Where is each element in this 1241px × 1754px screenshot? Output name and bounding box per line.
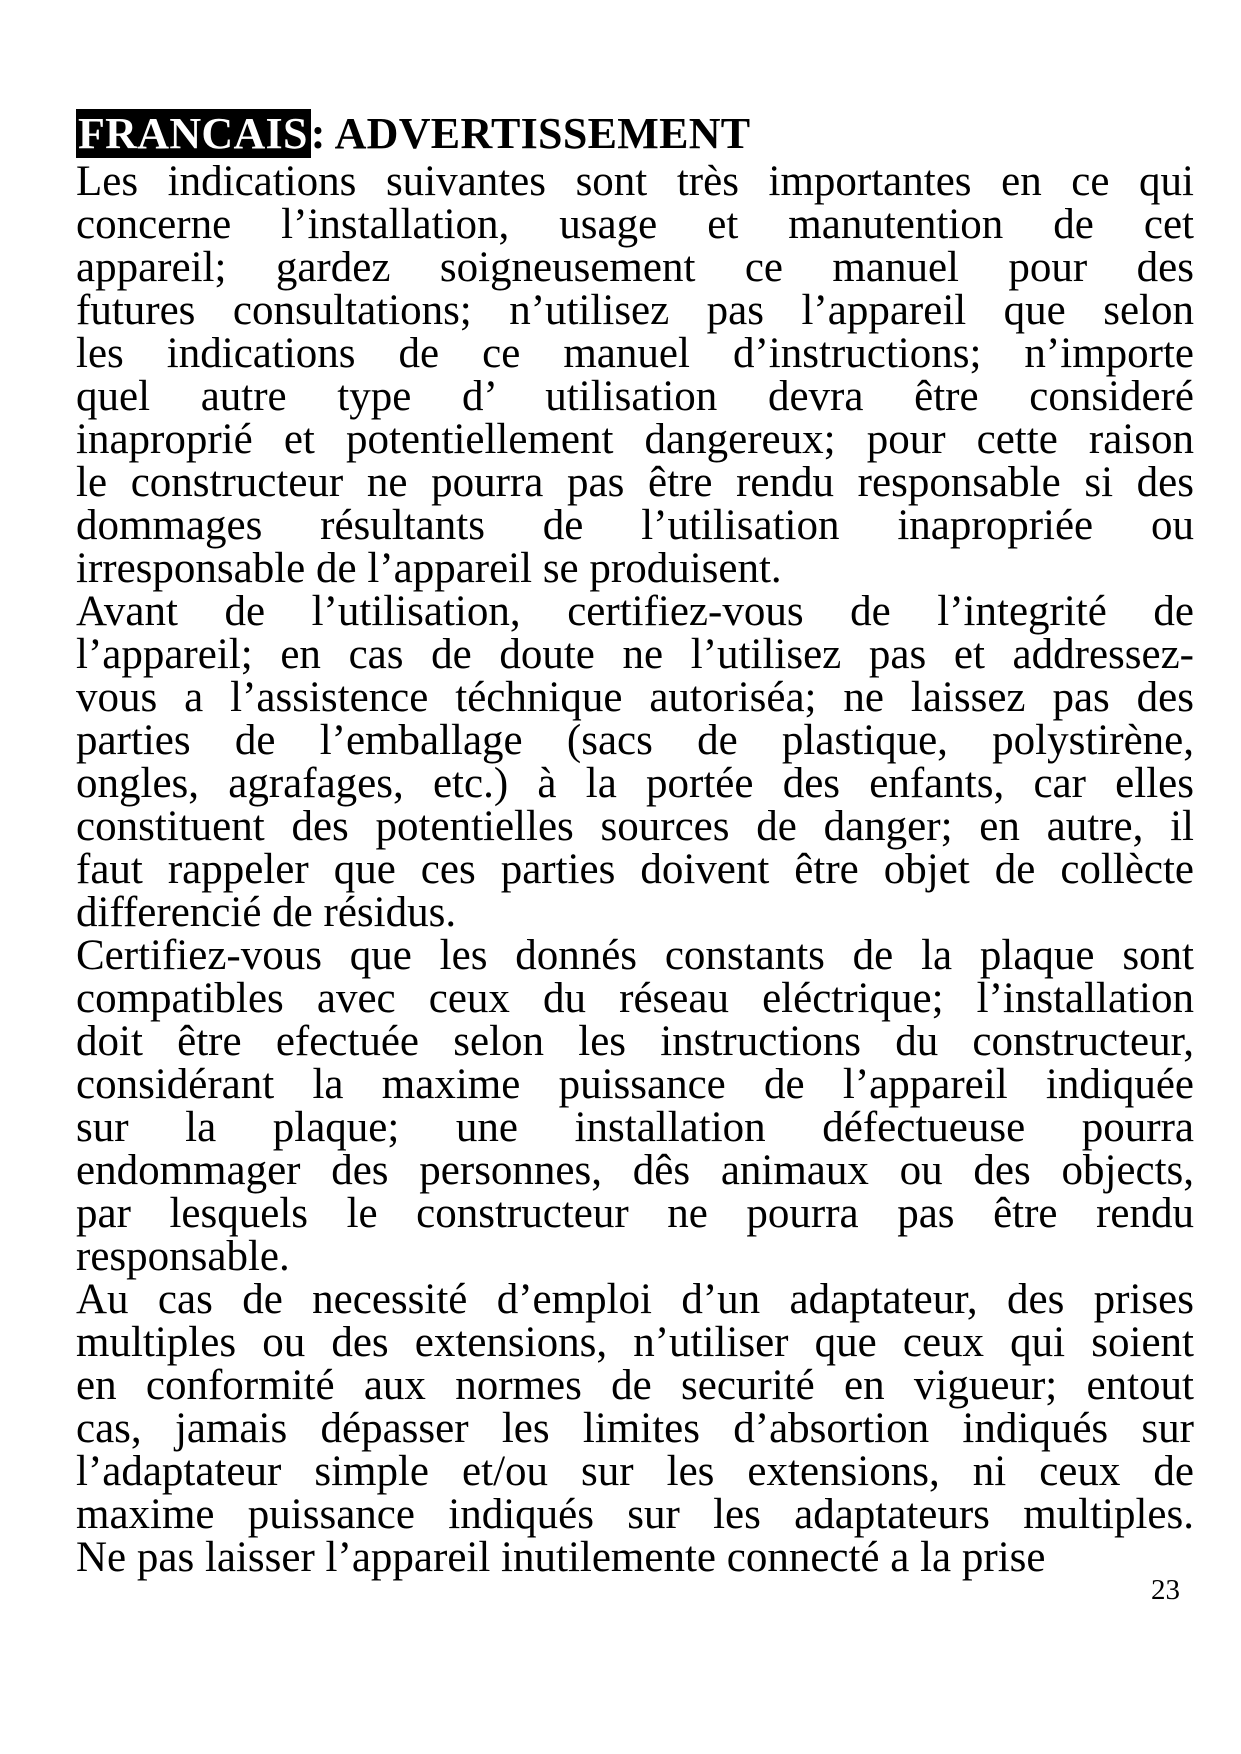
text-line: responsable. [76, 1233, 290, 1280]
text-line: l’adaptateur simple et/ou sur les extensions, ni ceux de [76, 1448, 1194, 1495]
text-line: multiples ou des extensions, n’utiliser que ceux qui soient [76, 1319, 1194, 1366]
text-line: faut rappeler que ces parties doivent être objet de collècte [76, 846, 1194, 893]
page-number: 23 [1151, 1574, 1180, 1606]
text-line: sur la plaque; une installation défectueuse pourra [76, 1104, 1194, 1151]
text-line: appareil; gardez soigneusement ce manuel pour des [76, 244, 1194, 291]
text-line: irresponsable de l’appareil se produisent. [76, 545, 782, 592]
body-text [76, 160, 1194, 1579]
text-line: maxime puissance indiqués sur les adaptateurs multiples. [76, 1491, 1194, 1538]
text-line: considérant la maxime puissance de l’appareil indiquée [76, 1061, 1194, 1108]
text-line: Ne pas laisser l’appareil inutilemente connecté a la prise [76, 1534, 1046, 1581]
text-line: compatibles avec ceux du réseau eléctrique; l’installation [76, 975, 1194, 1022]
text-line: le constructeur ne pourra pas être rendu responsable si des [76, 459, 1194, 506]
page-content [76, 108, 1194, 1579]
text-line: vous a l’assistence téchnique autoriséa; ne laissez pas des [76, 674, 1194, 721]
text-line: inaproprié et potentiellement dangereux; pour cette raison [76, 416, 1194, 463]
text-line: l’appareil; en cas de doute ne l’utilisez pas et addressez- [76, 631, 1194, 678]
text-line: les indications de ce manuel d’instructions; n’importe [76, 330, 1194, 377]
text-line: Les indications suivantes sont très importantes en ce qui [76, 158, 1194, 205]
text-line: parties de l’emballage (sacs de plastique, polystirène, [76, 717, 1194, 764]
text-line: par lesquels le constructeur ne pourra pas être rendu [76, 1190, 1194, 1237]
paragraph [76, 160, 1194, 590]
text-line: constituent des potentielles sources de danger; en autre, il [76, 803, 1194, 850]
section-heading [76, 108, 1194, 160]
language-tag: FRANCAIS [76, 109, 311, 158]
text-line: differencié de résidus. [76, 889, 457, 936]
text-line: Certifiez-vous que les donnés constants de la plaque sont [76, 932, 1194, 979]
paragraph [76, 590, 1194, 934]
text-line: dommages résultants de l’utilisation inapropriée ou [76, 502, 1194, 549]
heading-separator: : [310, 109, 335, 158]
text-line: concerne l’installation, usage et manutention de cet [76, 201, 1194, 248]
paragraph [76, 1278, 1194, 1579]
text-line: Au cas de necessité d’emploi d’un adaptateur, des prises [76, 1276, 1194, 1323]
text-line: doit être efectuée selon les instructions du constructeur, [76, 1018, 1194, 1065]
text-line: ongles, agrafages, etc.) à la portée des enfants, car elles [76, 760, 1194, 807]
paragraph [76, 934, 1194, 1278]
text-line: futures consultations; n’utilisez pas l’appareil que selon [76, 287, 1194, 334]
text-line: cas, jamais dépasser les limites d’absortion indiqués sur [76, 1405, 1194, 1452]
text-line: endommager des personnes, dês animaux ou des objects, [76, 1147, 1194, 1194]
text-line: Avant de l’utilisation, certifiez-vous de l’integrité de [76, 588, 1194, 635]
text-line: quel autre type d’ utilisation devra être consideré [76, 373, 1194, 420]
text-line: en conformité aux normes de securité en vigueur; entout [76, 1362, 1194, 1409]
heading-title: ADVERTISSEMENT [334, 109, 751, 158]
